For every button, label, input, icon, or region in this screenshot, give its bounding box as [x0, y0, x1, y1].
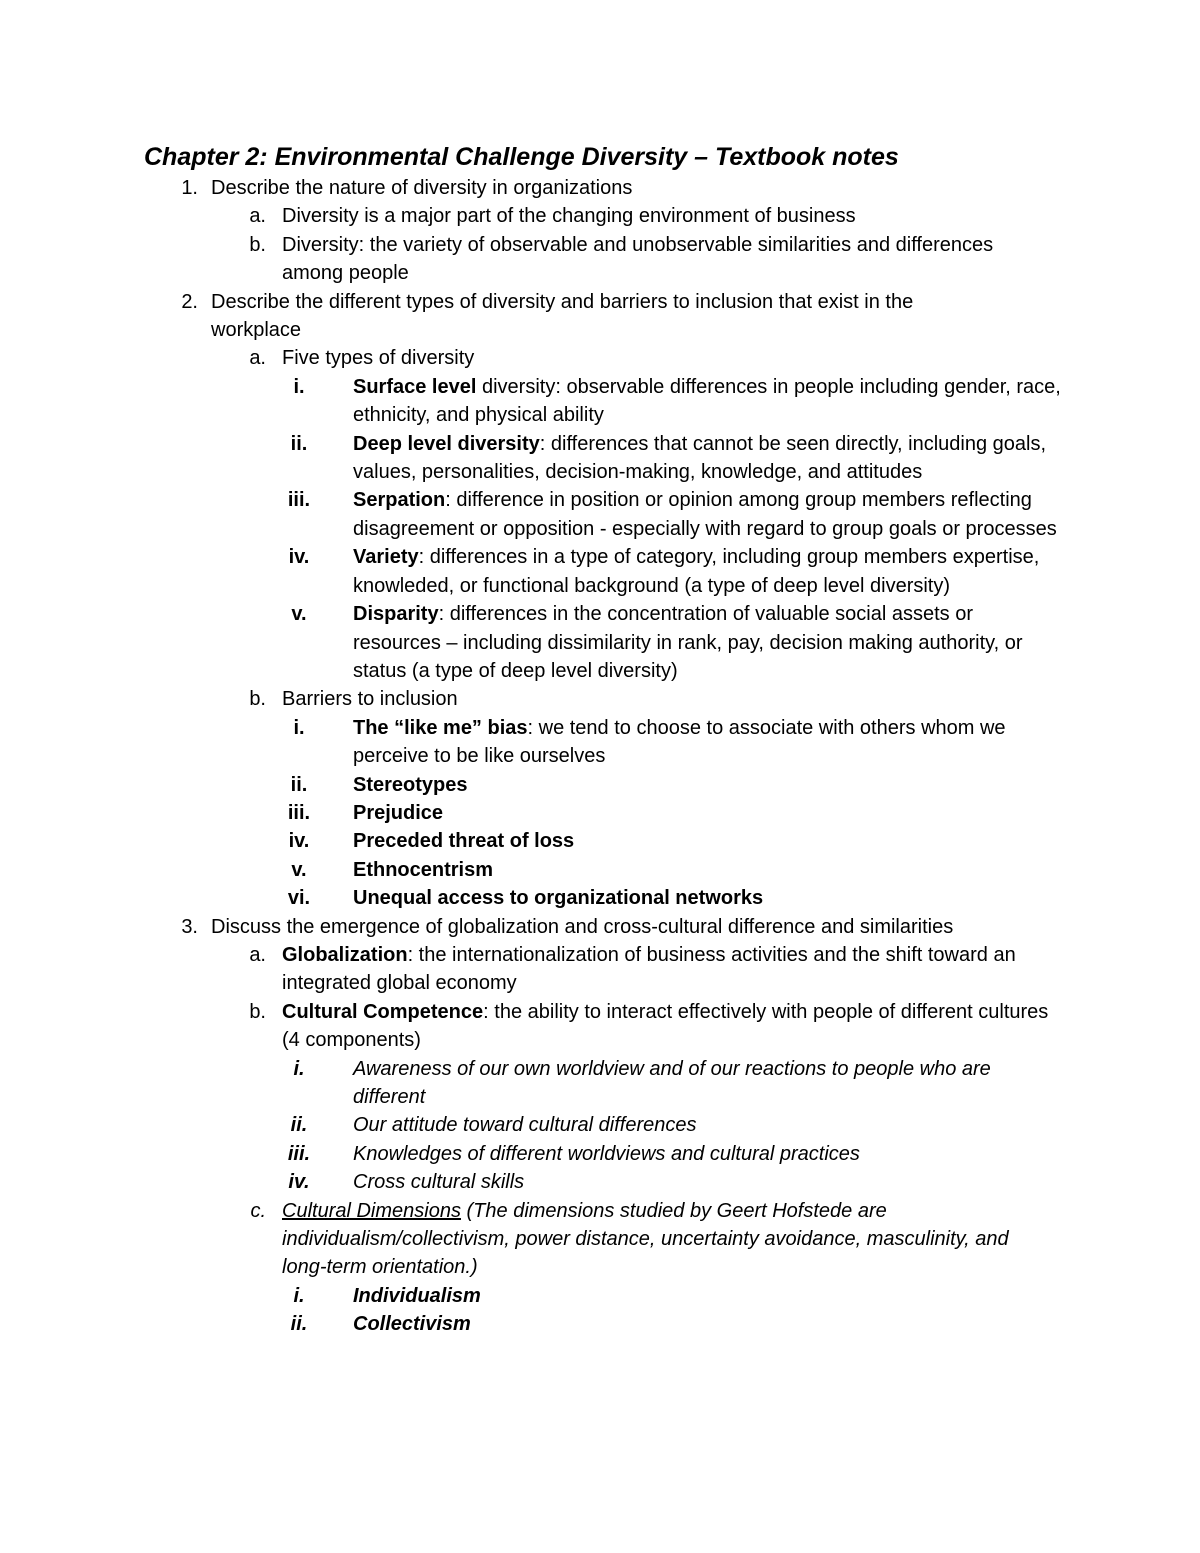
term: Variety [353, 546, 419, 569]
barriers-list [0, 714, 1200, 913]
definition: : differences that cannot be seen directly, including goals, values, personalities, decision-making, knowledge, and attitudes [353, 432, 1047, 484]
list-marker: iii. [287, 1142, 311, 1165]
item-text: Cross cultural skills [353, 1171, 525, 1194]
list-marker: 1. [181, 177, 198, 199]
item-text: Our attitude toward cultural differences [353, 1114, 697, 1137]
list-item [0, 373, 1063, 430]
list-marker: v. [291, 858, 307, 881]
list-item [0, 1282, 1063, 1310]
list-marker: 2. [181, 290, 198, 313]
section-text: Describe the different types of diversity and barriers to inclusion that exist in the workplace [211, 290, 914, 342]
section-text: Describe the nature of diversity in organizations [211, 177, 633, 199]
term: Surface level [353, 375, 477, 398]
definition: (The dimensions studied by Geert Hofstede are individualism/collectivism, power distance, uncertainty avoidance, masculinity, and long-term orientation.) [282, 1199, 1009, 1279]
notes-outline [0, 174, 1200, 1339]
list-marker: c. [250, 1199, 266, 1222]
list-item [0, 344, 1200, 685]
term: Prejudice [353, 801, 444, 824]
list-item [0, 1055, 1063, 1112]
list-item [0, 799, 1063, 827]
list-item [0, 430, 1063, 487]
term: Stereotypes [353, 773, 468, 796]
document-title: Chapter 2: Environmental Challenge Diversity – Textbook notes [144, 143, 899, 171]
section-1-subitems [0, 202, 1200, 287]
list-item [0, 771, 1063, 799]
list-item [0, 231, 1057, 288]
item-text: Diversity: the variety of observable and unobservable similarities and differences among people [282, 233, 994, 285]
section-3-heading [0, 913, 981, 941]
list-marker: ii. [290, 1313, 308, 1336]
list-item [0, 998, 1200, 1197]
list-item [0, 486, 1063, 543]
section-2-subitems [0, 344, 1200, 912]
term: Deep level diversity [353, 432, 540, 455]
list-marker: ii. [290, 1114, 308, 1137]
list-item [0, 714, 1063, 771]
diversity-types-list [0, 373, 1200, 685]
list-marker: i. [293, 375, 305, 398]
list-marker: ii. [290, 432, 308, 455]
term: Globalization [282, 943, 408, 966]
term: Unequal access to organizational networks [353, 887, 764, 910]
term: Disparity [353, 603, 439, 626]
list-item [0, 1111, 1063, 1139]
definition: : the internationalization of business activities and the shift toward an integrated global economy [282, 943, 1016, 995]
list-item [0, 543, 1063, 600]
list-marker: a. [249, 347, 266, 370]
item-text: Awareness of our own worldview and of our reactions to people who are different [353, 1057, 991, 1108]
definition: : differences in the concentration of valuable social assets or resources – including dissimilarity in rank, pay, decision making authority, or status (a type of deep level diversity) [353, 603, 1023, 682]
item-text: Individualism [353, 1284, 481, 1307]
list-item [0, 941, 1057, 998]
list-marker: iii. [287, 801, 311, 824]
section-2-heading [0, 288, 981, 345]
list-item [0, 1168, 1063, 1196]
section-2 [0, 288, 1200, 913]
list-marker: i. [293, 716, 305, 739]
section-3-subitems [0, 941, 1200, 1339]
section-1-heading [0, 174, 981, 202]
list-marker: v. [291, 603, 307, 626]
list-marker: 3. [181, 915, 198, 938]
section-1 [0, 174, 1200, 288]
list-item [0, 1140, 1063, 1168]
list-marker: iv. [288, 546, 310, 569]
definition: diversity: observable differences in people including gender, race, ethnicity, and physical ability [353, 375, 1061, 427]
item-text: Collectivism [353, 1313, 471, 1336]
list-marker: a. [249, 205, 266, 228]
list-item [0, 600, 1063, 685]
list-item [0, 685, 1200, 912]
list-item [0, 827, 1063, 855]
term: Ethnocentrism [353, 858, 494, 881]
list-item [0, 884, 1063, 912]
list-marker: a. [249, 943, 266, 966]
definition: : we tend to choose to associate with others whom we perceive to be like ourselves [353, 716, 1006, 768]
definition: : differences in a type of category, including group members expertise, knowleded, or functional background (a type of deep level diversity) [353, 546, 1040, 597]
list-marker: i. [293, 1284, 305, 1307]
list-marker: iv. [288, 830, 310, 853]
list-marker: ii. [290, 773, 308, 796]
list-marker: iii. [287, 489, 311, 512]
item-text: Knowledges of different worldviews and cultural practices [353, 1142, 860, 1165]
list-marker: vi. [287, 887, 311, 910]
list-marker: b. [249, 688, 266, 711]
item-text: Barriers to inclusion [282, 688, 458, 711]
item-text: Five types of diversity [282, 347, 475, 370]
item-text: Diversity is a major part of the changing environment of business [282, 205, 856, 228]
list-item [0, 1197, 1200, 1339]
term: The “like me” bias [353, 716, 528, 739]
section-3 [0, 913, 1200, 1339]
section-text: Discuss the emergence of globalization and cross-cultural difference and similarities [211, 915, 954, 938]
cultural-dimensions-list [0, 1282, 1200, 1339]
term: Cultural Dimensions [282, 1199, 461, 1222]
list-marker: i. [293, 1057, 305, 1080]
list-item [0, 1310, 1063, 1338]
list-item [0, 202, 1057, 230]
list-marker: iv. [288, 1171, 310, 1194]
competence-components-list [0, 1055, 1200, 1197]
list-marker: b. [249, 233, 266, 256]
definition: : the ability to interact effectively with people of different cultures (4 components) [282, 1000, 1049, 1052]
term: Preceded threat of loss [353, 830, 575, 853]
definition: : difference in position or opinion among group members reflecting disagreement or opposition - especially with regard to group goals or processes [353, 489, 1057, 540]
list-marker: b. [249, 1000, 266, 1023]
term: Serpation [353, 489, 446, 512]
term: Cultural Competence [282, 1000, 484, 1023]
list-item [0, 856, 1063, 884]
